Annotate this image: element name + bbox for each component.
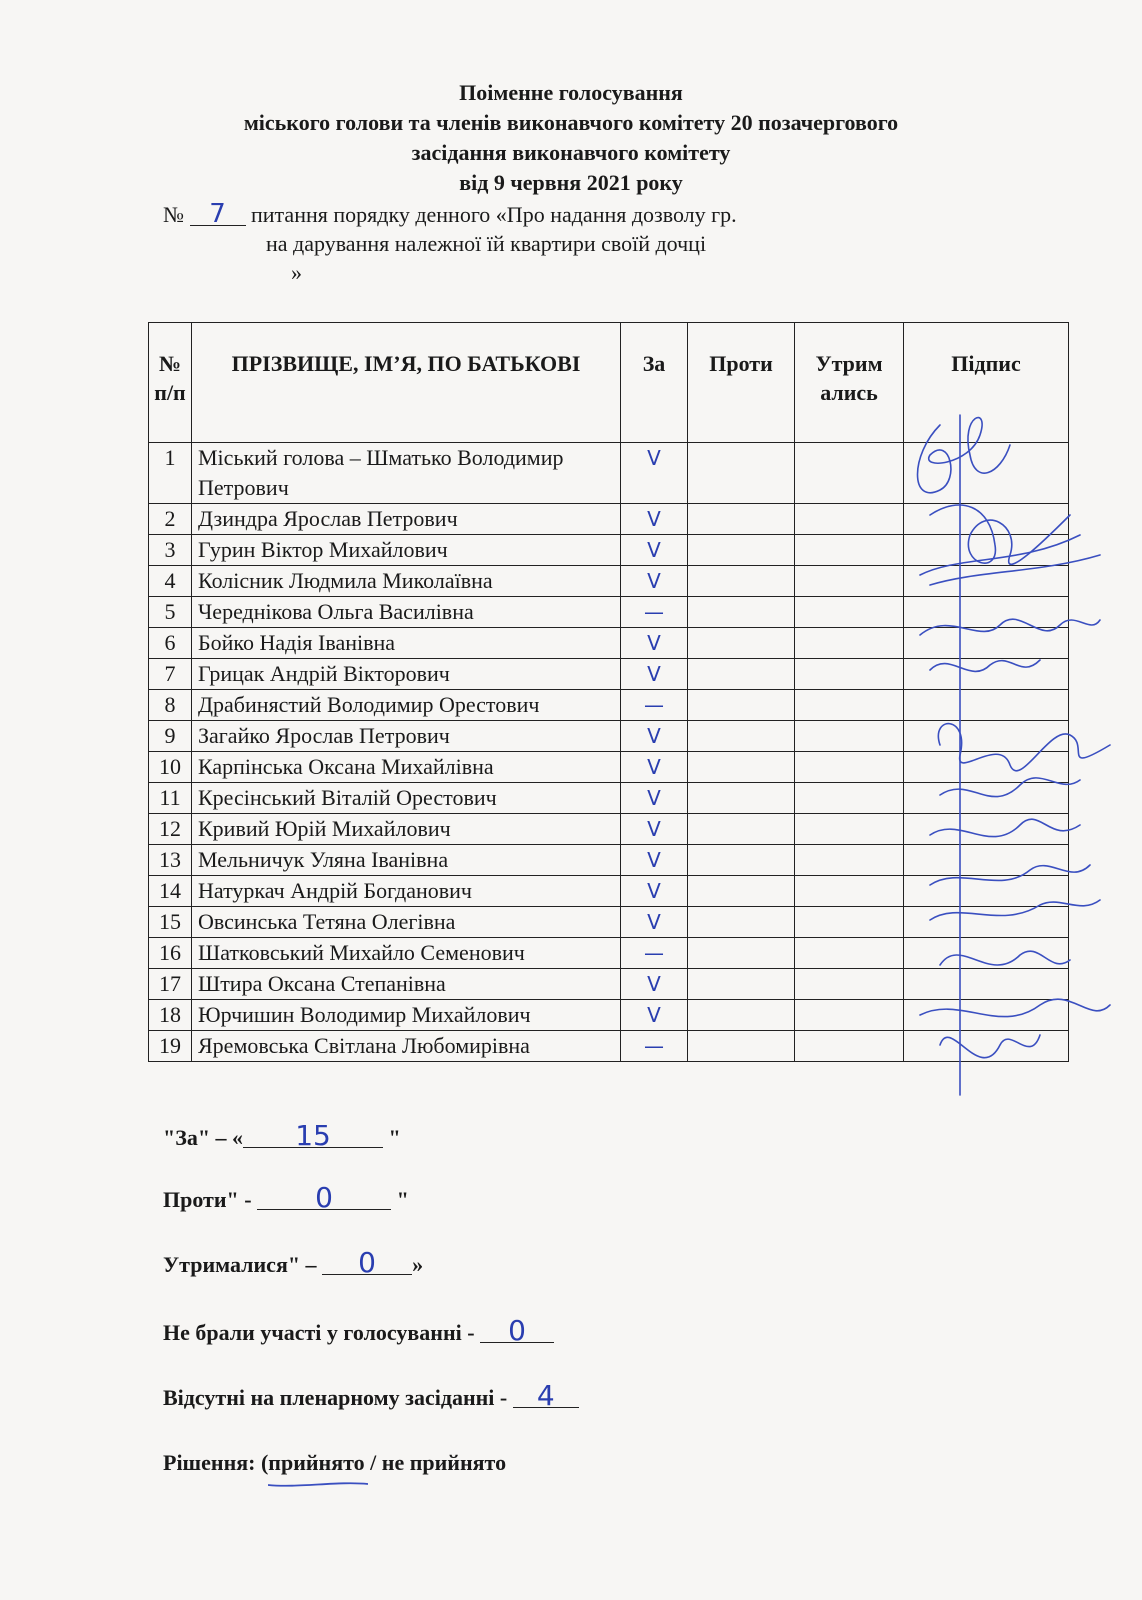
table-row <box>149 752 1069 783</box>
vote-mark: V <box>647 662 661 686</box>
table-row <box>149 443 1069 504</box>
not-voting-count: 0 <box>480 1320 554 1343</box>
row-number: 19 <box>149 1031 192 1062</box>
summary-abstained: Утрималися" – 0 » <box>163 1246 424 1279</box>
row-vote-abstained <box>795 876 904 907</box>
table-row <box>149 535 1069 566</box>
row-vote-za <box>621 504 688 535</box>
row-name: Натуркач Андрій Богданович <box>192 876 621 907</box>
row-name: Грицак Андрій Вікторович <box>192 659 621 690</box>
row-number: 4 <box>149 566 192 597</box>
row-signature <box>904 535 1069 566</box>
header-proty: Проти <box>688 323 795 443</box>
vote-mark: — <box>644 941 664 965</box>
row-name: Штира Оксана Степанівна <box>192 969 621 1000</box>
roll-call-table <box>148 322 1069 1062</box>
row-vote-za <box>621 907 688 938</box>
row-vote-proty <box>688 907 795 938</box>
row-name: Яремовська Світлана Любомирівна <box>192 1031 621 1062</box>
vote-mark: V <box>647 446 661 470</box>
row-vote-proty <box>688 969 795 1000</box>
absent-count: 4 <box>513 1385 579 1408</box>
row-vote-proty <box>688 721 795 752</box>
row-number: 6 <box>149 628 192 659</box>
row-vote-za <box>621 938 688 969</box>
table-row <box>149 659 1069 690</box>
row-name: Дзиндра Ярослав Петрович <box>192 504 621 535</box>
agenda-item <box>163 200 737 287</box>
vote-mark: — <box>644 1034 664 1058</box>
row-name: Загайко Ярослав Петрович <box>192 721 621 752</box>
row-vote-za <box>621 628 688 659</box>
row-signature <box>904 597 1069 628</box>
row-vote-za <box>621 690 688 721</box>
row-name: Кресінський Віталій Орестович <box>192 783 621 814</box>
header-subtitle: міського голови та членів виконавчого комітету 20 позачергового <box>243 110 899 135</box>
row-vote-abstained <box>795 969 904 1000</box>
row-number: 3 <box>149 535 192 566</box>
row-signature <box>904 721 1069 752</box>
agenda-line-3: » <box>291 260 302 285</box>
row-name: Шатковський Михайло Семенович <box>192 938 621 969</box>
row-vote-za <box>621 1031 688 1062</box>
decision-adopted: прийнято <box>268 1450 364 1475</box>
vote-mark: V <box>647 786 661 810</box>
table-row <box>149 504 1069 535</box>
vote-mark: V <box>647 817 661 841</box>
row-vote-proty <box>688 814 795 845</box>
row-vote-za <box>621 752 688 783</box>
header-num: № п/п <box>149 323 192 443</box>
row-vote-za <box>621 443 688 504</box>
row-number: 16 <box>149 938 192 969</box>
row-signature <box>904 938 1069 969</box>
summary-absent: Відсутні на пленарному засіданні - 4 <box>163 1385 579 1411</box>
row-vote-abstained <box>795 690 904 721</box>
row-name: Мельничук Уляна Іванівна <box>192 845 621 876</box>
agenda-line-1: питання порядку денного «Про надання дозволу гр. <box>251 202 737 227</box>
row-signature <box>904 752 1069 783</box>
row-vote-abstained <box>795 443 904 504</box>
table-row <box>149 721 1069 752</box>
row-vote-proty <box>688 566 795 597</box>
row-vote-proty <box>688 628 795 659</box>
abstained-count: 0 <box>322 1252 412 1275</box>
summary-decision: Рішення: (прийнято / не прийнято <box>163 1450 506 1476</box>
vote-mark: V <box>647 631 661 655</box>
row-vote-za <box>621 845 688 876</box>
row-signature <box>904 1000 1069 1031</box>
row-signature <box>904 845 1069 876</box>
vote-mark: V <box>647 507 661 531</box>
vote-mark: V <box>647 972 661 996</box>
table-row <box>149 845 1069 876</box>
row-name: Череднікова Ольга Василівна <box>192 597 621 628</box>
row-vote-proty <box>688 783 795 814</box>
header-title: Поіменне голосування <box>459 80 683 105</box>
row-number: 13 <box>149 845 192 876</box>
row-name: Колісник Людмила Миколаївна <box>192 566 621 597</box>
row-name: Юрчишин Володимир Михайлович <box>192 1000 621 1031</box>
row-vote-abstained <box>795 752 904 783</box>
row-vote-za <box>621 597 688 628</box>
row-vote-abstained <box>795 1000 904 1031</box>
row-signature <box>904 907 1069 938</box>
row-vote-proty <box>688 443 795 504</box>
vote-mark: V <box>647 848 661 872</box>
row-number: 2 <box>149 504 192 535</box>
header-za: За <box>621 323 688 443</box>
proty-count: 0 <box>257 1187 391 1210</box>
row-name: Кривий Юрій Михайлович <box>192 814 621 845</box>
row-number: 12 <box>149 814 192 845</box>
header-name: ПРІЗВИЩЕ, ІМ’Я, ПО БАТЬКОВІ <box>192 323 621 443</box>
row-number: 18 <box>149 1000 192 1031</box>
vote-mark: — <box>644 600 664 624</box>
row-signature <box>904 443 1069 504</box>
row-vote-abstained <box>795 907 904 938</box>
table-row <box>149 597 1069 628</box>
summary-za: "За" – « 15 " <box>163 1119 401 1152</box>
row-vote-za <box>621 969 688 1000</box>
row-name: Гурин Віктор Михайлович <box>192 535 621 566</box>
row-vote-za <box>621 1000 688 1031</box>
row-vote-proty <box>688 752 795 783</box>
row-vote-proty <box>688 1000 795 1031</box>
row-number: 11 <box>149 783 192 814</box>
row-vote-abstained <box>795 535 904 566</box>
row-number: 10 <box>149 752 192 783</box>
row-vote-abstained <box>795 659 904 690</box>
table-row <box>149 969 1069 1000</box>
agenda-line-2: на дарування належної їй квартири своїй дочці <box>266 231 707 256</box>
row-number: 9 <box>149 721 192 752</box>
row-vote-abstained <box>795 504 904 535</box>
row-vote-abstained <box>795 628 904 659</box>
row-name: Міський голова – Шматько Володимир Петрович <box>192 443 621 504</box>
row-signature <box>904 690 1069 721</box>
row-number: 1 <box>149 443 192 504</box>
row-vote-abstained <box>795 566 904 597</box>
row-vote-za <box>621 876 688 907</box>
row-number: 17 <box>149 969 192 1000</box>
vote-mark: V <box>647 538 661 562</box>
document-header <box>0 78 1142 198</box>
row-vote-proty <box>688 504 795 535</box>
row-vote-za <box>621 566 688 597</box>
row-signature <box>904 783 1069 814</box>
row-vote-za <box>621 814 688 845</box>
vote-mark: V <box>647 910 661 934</box>
row-name: Драбинястий Володимир Орестович <box>192 690 621 721</box>
row-vote-za <box>621 721 688 752</box>
row-number: 7 <box>149 659 192 690</box>
row-signature <box>904 876 1069 907</box>
row-vote-za <box>621 783 688 814</box>
row-signature <box>904 1031 1069 1062</box>
row-vote-proty <box>688 597 795 628</box>
summary-proty: Проти" - 0 " <box>163 1181 409 1214</box>
row-vote-za <box>621 535 688 566</box>
table-row <box>149 628 1069 659</box>
table-row <box>149 1000 1069 1031</box>
vote-mark: V <box>647 1003 661 1027</box>
row-vote-proty <box>688 845 795 876</box>
row-vote-abstained <box>795 721 904 752</box>
vote-mark: — <box>644 693 664 717</box>
row-vote-abstained <box>795 845 904 876</box>
row-name: Бойко Надія Іванівна <box>192 628 621 659</box>
row-signature <box>904 628 1069 659</box>
header-session: засідання виконавчого комітету <box>411 140 731 165</box>
table-row <box>149 690 1069 721</box>
table-row <box>149 814 1069 845</box>
row-vote-abstained <box>795 814 904 845</box>
header-signature: Підпис <box>904 323 1069 443</box>
table-row <box>149 566 1069 597</box>
row-vote-abstained <box>795 783 904 814</box>
row-vote-proty <box>688 659 795 690</box>
row-name: Карпінська Оксана Михайлівна <box>192 752 621 783</box>
table-row <box>149 876 1069 907</box>
row-vote-proty <box>688 690 795 721</box>
row-vote-abstained <box>795 938 904 969</box>
row-vote-proty <box>688 876 795 907</box>
row-signature <box>904 814 1069 845</box>
row-vote-za <box>621 659 688 690</box>
vote-mark: V <box>647 879 661 903</box>
row-number: 8 <box>149 690 192 721</box>
row-number: 14 <box>149 876 192 907</box>
table-row <box>149 783 1069 814</box>
table-row <box>149 938 1069 969</box>
vote-mark: V <box>647 755 661 779</box>
row-name: Овсинська Тетяна Олегівна <box>192 907 621 938</box>
row-vote-abstained <box>795 597 904 628</box>
row-vote-proty <box>688 938 795 969</box>
row-number: 5 <box>149 597 192 628</box>
table-row <box>149 1031 1069 1062</box>
vote-mark: V <box>647 724 661 748</box>
row-signature <box>904 504 1069 535</box>
decision-underline <box>268 1479 368 1489</box>
row-number: 15 <box>149 907 192 938</box>
table-row <box>149 907 1069 938</box>
agenda-number-prefix: № <box>163 202 184 227</box>
row-vote-proty <box>688 1031 795 1062</box>
row-signature <box>904 659 1069 690</box>
vote-mark: V <box>647 569 661 593</box>
row-vote-abstained <box>795 1031 904 1062</box>
za-count: 15 <box>243 1125 383 1148</box>
row-vote-proty <box>688 535 795 566</box>
row-signature <box>904 969 1069 1000</box>
agenda-number-handwritten: 7 <box>190 203 246 226</box>
header-date: від 9 червня 2021 року <box>459 170 683 195</box>
header-abstained: Утрим ались <box>795 323 904 443</box>
row-signature <box>904 566 1069 597</box>
summary-not-voting: Не брали участі у голосуванні - 0 <box>163 1320 554 1346</box>
table-header-row <box>149 323 1069 443</box>
